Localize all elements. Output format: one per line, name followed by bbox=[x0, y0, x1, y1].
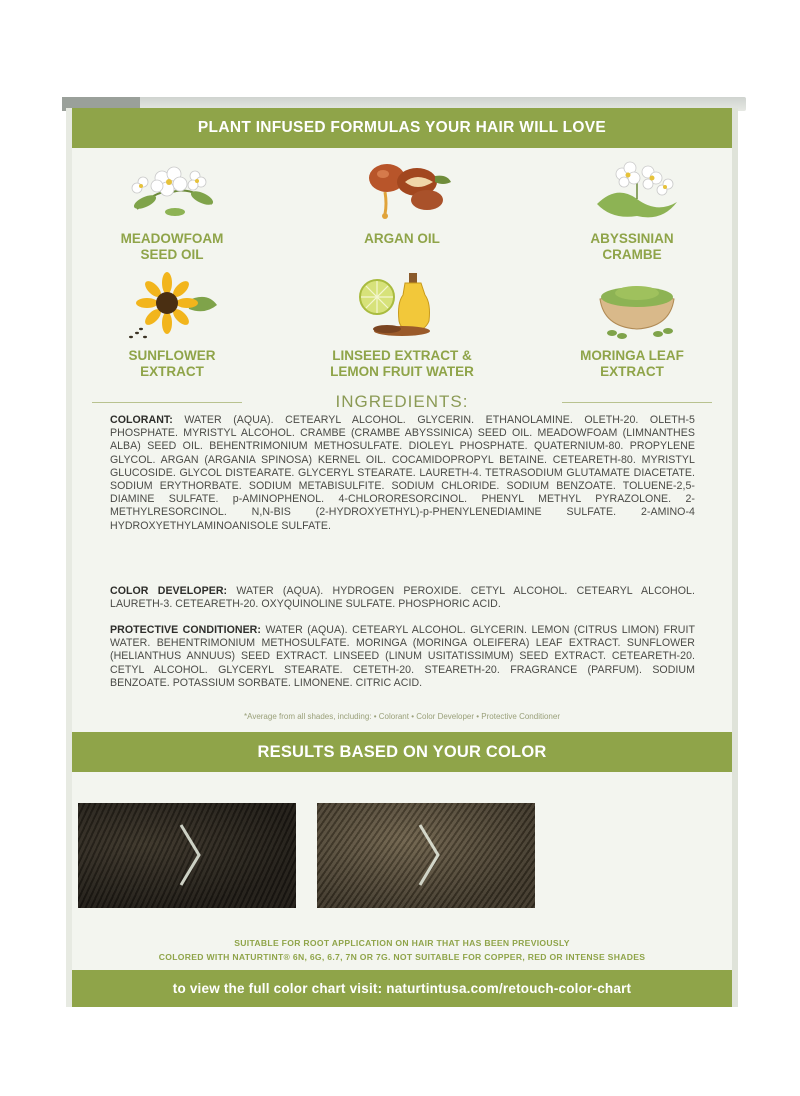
linseed-lemon-bottle-icon bbox=[347, 267, 457, 337]
header-title: PLANT INFUSED FORMULAS YOUR HAIR WILL LOVE bbox=[197, 119, 607, 136]
sunflower-icon bbox=[117, 271, 227, 341]
chevron-right-icon bbox=[317, 803, 535, 908]
developer-ingredients: COLOR DEVELOPER: WATER (AQUA). HYDROGEN PEROXIDE. CETYL ALCOHOL. CETEARYL ALCOHOL. LAURETH-3. CETEARETH-20. OXYQUINOLINE SULFATE. PHOSPHORIC ACID. bbox=[110, 585, 695, 611]
plant-label-moringa: MORINGA LEAF EXTRACT bbox=[580, 348, 684, 379]
hair-after-photo bbox=[317, 803, 535, 908]
suitability-line-2: COLORED WITH NATURTINT® 6N, 6G, 6.7, 7N OR 7G. NOT SUITABLE FOR COPPER, RED OR INTENSE SHADES bbox=[158, 952, 646, 962]
results-title: RESULTS BASED ON YOUR COLOR bbox=[257, 743, 547, 761]
plant-label-sunflower: SUNFLOWER EXTRACT bbox=[128, 348, 216, 379]
argan-nut-icon bbox=[347, 152, 457, 222]
footer-prefix: to view the full color chart visit: bbox=[172, 981, 383, 996]
header-banner bbox=[72, 108, 732, 148]
plant-label-linseed-lemon: LINSEED EXTRACT & LEMON FRUIT WATER bbox=[330, 348, 474, 379]
abyssinian-crambe-flower-icon bbox=[582, 154, 692, 224]
hair-before-photo bbox=[78, 803, 296, 908]
suitability-line-1: SUITABLE FOR ROOT APPLICATION ON HAIR THAT HAS BEEN PREVIOUSLY bbox=[234, 938, 570, 948]
plant-label-argan: ARGAN OIL bbox=[364, 231, 440, 246]
footer-banner bbox=[72, 970, 732, 1007]
meadowfoam-flower-icon bbox=[117, 154, 227, 224]
chevron-right-icon bbox=[78, 803, 296, 908]
colorant-ingredients: COLORANT: WATER (AQUA). CETEARYL ALCOHOL. GLYCERIN. ETHANOLAMINE. OLETH-20. OLETH-5 PHOSPHATE. MYRISTYL ALCOHOL. CRAMBE (CRAMBE ABYSSINICA) SEED OIL. MEADOWFOAM (LIMNANTHES ALBA) SEED OIL. BEHENTRIMONIUM METHOSULFATE. DIOLEYL PHOSPHATE. QUATERNIUM-80. PROPYLENE GLYCOL. ARGAN (ARGANIA SPINOSA) KERNEL OIL. COCAMIDOPROPYL BETAINE. CETEARETH-80. MYRISTYL GLUCOSIDE. GLYCOL DISTEARATE. GLYCERYL STEARATE. LAURETH-4. TETRASODIUM GLUTAMATE DIACETATE. SODIUM ERYTHORBATE. SODIUM METABISULFITE. SODIUM CHLORIDE. SODIUM BENZOATE. TOLUENE-2,5- DIAMINE SULFATE. p-AMINOPHENOL. 4-CHLORORESORCINOL. PHENYL METHYL PYRAZOLONE. 2-METHYLRESORCINOL. N,N-BIS (2-HYDROXYETHYL)-p-PHENYLENEDIAMINE SULFATE. 2-AMINO-4 HYDROXYETHYLAMINOANISOLE SULFATE. bbox=[110, 414, 695, 532]
footer-url[interactable]: naturtintusa.com/retouch-color-chart bbox=[386, 981, 632, 996]
package-panel bbox=[72, 108, 732, 1007]
results-banner bbox=[72, 732, 732, 772]
plant-label-meadowfoam: MEADOWFOAM SEED OIL bbox=[120, 231, 224, 262]
ingredients-title: INGREDIENTS: bbox=[72, 392, 732, 412]
moringa-leaf-bowl-icon bbox=[582, 271, 692, 341]
plant-label-crambe: ABYSSINIAN CRAMBE bbox=[590, 231, 674, 262]
ingredients-footnote: *Average from all shades, including: • Colorant • Color Developer • Protective Conditioner bbox=[244, 712, 560, 721]
conditioner-ingredients: PROTECTIVE CONDITIONER: WATER (AQUA). CETEARYL ALCOHOL. GLYCERIN. LEMON (CITRUS LIMON) FRUIT WATER. BEHENTRIMONIUM METHOSULFATE. MORINGA (MORINGA OLEIFERA) LEAF EXTRACT. SUNFLOWER (HELIANTHUS ANNUUS) SEED EXTRACT. LINSEED (LINUM USITATISSIMUM) SEED EXTRACT. CETEARETH-20. CETYL ALCOHOL. GLYCERYL STEARATE. CETETH-20. STEARETH-20. FRAGRANCE (PARFUM). SODIUM BENZOATE. POTASSIUM SORBATE. LIMONENE. CITRIC ACID. bbox=[110, 624, 696, 689]
